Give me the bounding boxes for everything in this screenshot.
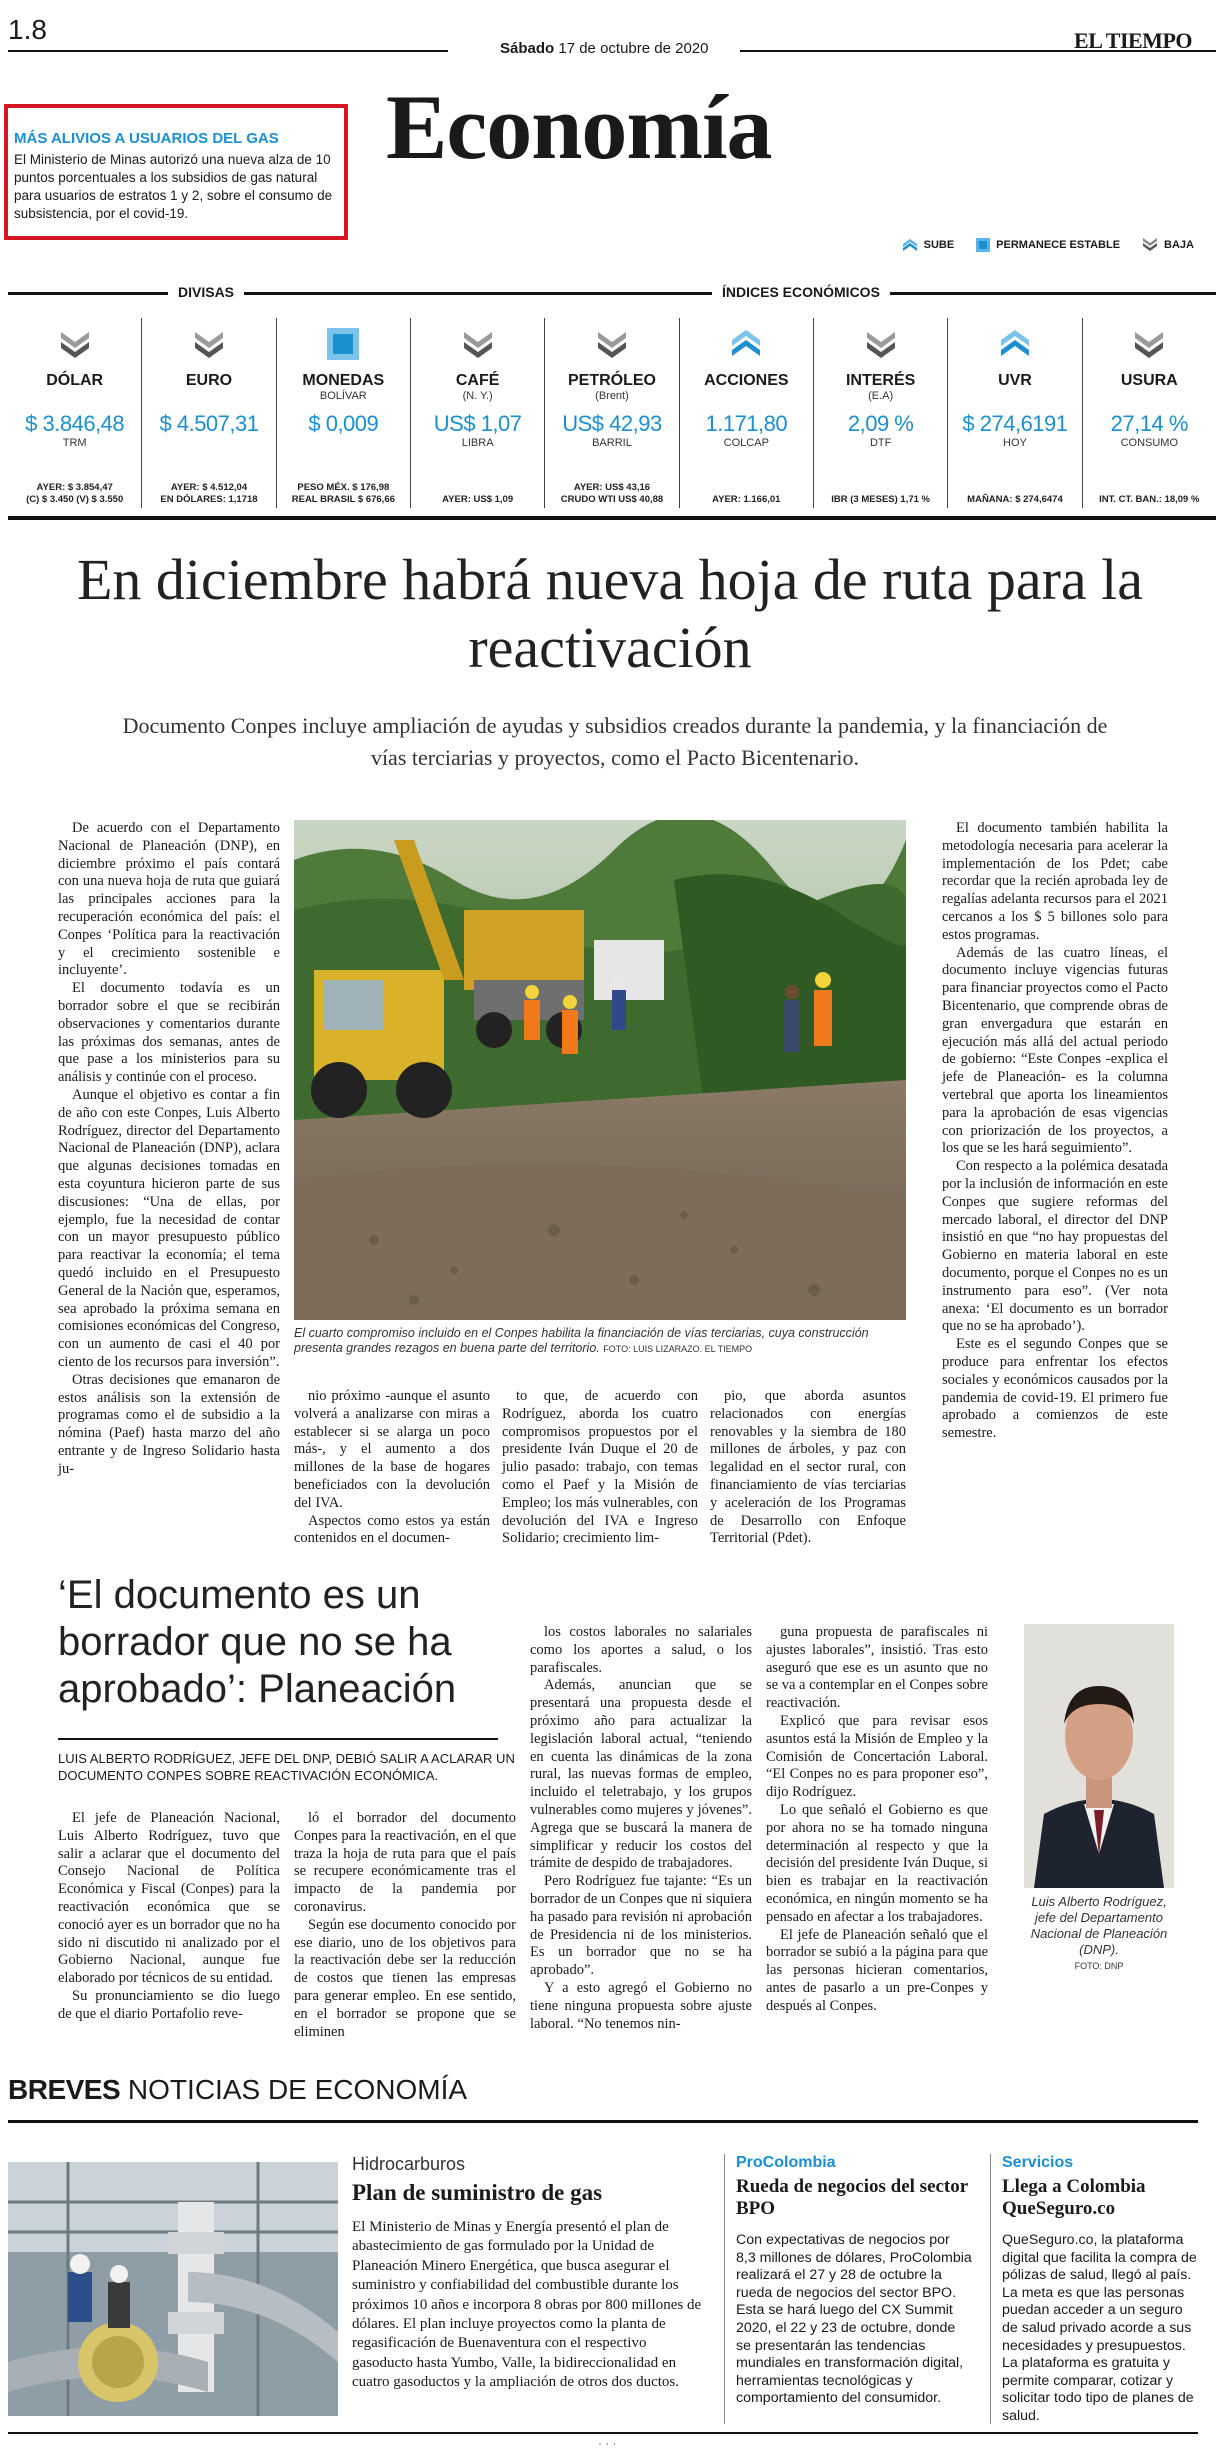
paragraph: El jefe de Planeación señaló que el borrador se subió a la página para que las personas hicieran comentarios, antes de pasarlo a un pre-Conpes y después al Conpes. bbox=[766, 1926, 988, 2014]
brief-queseguro-title: Llega a Colombia QueSeguro.co bbox=[1002, 2176, 1146, 2219]
brief-bpo-body: Con expectativas de negocios por 8,3 millones de dólares, ProColombia realizará el 27 y 28 de octubre la rueda de negocios del sector BPO. Esta se hará luego del CX Summit 2020, el 22 y 23 de octubre, donde se presentarán las tendencias mundiales en transformación digital, herramientas tecnológicas y comportamiento del consumidor. bbox=[736, 2232, 972, 2407]
portrait-credit: FOTO: DNP bbox=[1074, 1961, 1124, 1971]
indicator-value: 27,14 % bbox=[1110, 411, 1188, 436]
indicator-footnote: PESO MÉX. $ 176,98 REAL BRASIL $ 676,66 bbox=[291, 482, 395, 505]
paragraph: De acuerdo con el Departamento Nacional de Planeación (DNP), en diciembre próximo el país contará con una nueva hoja de ruta que guiará las principales acciones para la recuperación económica del país: el Conpes ‘Política para la reactivación y el crecimiento sostenible e incluyente’. bbox=[58, 820, 280, 979]
legend-up: SUBE bbox=[902, 238, 955, 252]
indicator-footnote: AYER: $ 3.854,47 (C) $ 3.450 (V) $ 3.550 bbox=[26, 482, 124, 505]
paragraph: Este es el segundo Conpes que se produce para enfrentar los efectos sociales y económicos causados por la pandemia de covid-19. El primero fue aprobado a comienzos de este semestre. bbox=[942, 1336, 1168, 1442]
paragraph: to que, de acuerdo con Rodríguez, aborda los cuatro compromisos propuestos por el presidente Iván Duque el 20 de julio pasado: trabajo, con temas como el Paef y la Misión de Empleo; los más vulnerables, con devolución del IVA e Ingreso Solidario; crecimiento lim- bbox=[502, 1388, 698, 1547]
brief-bpo-title: Rueda de negocios del sector BPO bbox=[736, 2176, 968, 2219]
header-rule-left bbox=[8, 50, 448, 52]
indicator-footnote: AYER: 1.166,01 bbox=[712, 494, 781, 505]
down-arrow-icon bbox=[8, 324, 141, 364]
trend-legend bbox=[902, 238, 1194, 252]
up-arrow-icon bbox=[948, 324, 1081, 364]
main-column-5 bbox=[942, 820, 1168, 1443]
paragraph: El documento todavía es un borrador sobre el que se recibirán observaciones y comentarios durante las próximas dos semanas, antes de que pase a los ministerios para su análisis y continúe con el proceso. bbox=[58, 980, 280, 1086]
indicator-footnote: INT. CT. BAN.: 18,09 % bbox=[1099, 494, 1200, 505]
main-deck: Documento Conpes incluye ampliación de ayudas y subsidios creados durante la pandemia, y la financiación de vías terciarias y proyectos, como el Pacto Bicentenario. bbox=[122, 713, 1108, 770]
photo-caption: El cuarto compromiso incluido en el Conpes habilita la financiación de vías terciarias, cuya construcción presenta grandes rezagos en buena parte del territorio. FOTO: LUIS LIZARAZO. EL TIEMPO bbox=[294, 1326, 869, 1355]
indicator-sub bbox=[1083, 390, 1216, 403]
brief-gas-body: El Ministerio de Minas y Energía presentó el plan de abastecimiento de gas formulado por la Unidad de Planeación Minero Energética, que busca asegurar el suministro y confiabilidad del combustible durante los próximos 10 años e incorpora 8 obras por 800 millones de dólares. El plan incluye proyectos como la planta de regasificación de Buenaventura con el respectivo gasoducto hasta Yumbo, Valle, la bidireccionalidad en cuatro gasoductos y la ampliación de otros dos ductos. bbox=[352, 2219, 702, 2391]
paragraph: guna propuesta de parafiscales ni ajustes laborales”, insistió. Tras esto aseguró que ese es un asunto que no se va a contemplar en el Conpes sobre reactivación. bbox=[766, 1624, 988, 1712]
paragraph: El documento también habilita la metodología necesaria para acelerar la implementación de los Pdet; cabe recordar que la recién aprobada ley de regalías adelanta recursos para el 2021 cercanos a los $ 5 billones solo para estos programas. bbox=[942, 820, 1168, 943]
paragraph: Su pronunciamiento se dio luego de que el diario Portafolio reve- bbox=[58, 1987, 280, 2022]
portrait-photo bbox=[1024, 1624, 1174, 1888]
second-column-3 bbox=[530, 1624, 752, 2033]
indicators-bottom-rule bbox=[8, 516, 1216, 520]
indicator-unit: HOY bbox=[1003, 437, 1027, 449]
breves-title: BREVES NOTICIAS DE ECONOMÍA bbox=[8, 2074, 468, 2105]
indicator-value: US$ 1,07 bbox=[433, 411, 522, 436]
indicator-sub bbox=[948, 390, 1081, 403]
main-headline: En diciembre habrá nueva hoja de ruta para la reactivación bbox=[76, 547, 1144, 680]
indicator-unit: DTF bbox=[869, 437, 892, 449]
indicator-8 bbox=[1083, 318, 1216, 508]
teaser-box bbox=[4, 104, 348, 240]
indicator-value: 1.171,80 bbox=[705, 411, 788, 436]
gas-plant-image bbox=[8, 2162, 338, 2416]
publication-date: Sábado 17 de octubre de 2020 bbox=[500, 40, 709, 57]
indicator-7 bbox=[948, 318, 1082, 508]
indicator-value: $ 0,009 bbox=[308, 411, 379, 436]
down-arrow-icon bbox=[814, 324, 947, 364]
down-arrow-icon bbox=[545, 324, 678, 364]
breves-divider-2 bbox=[990, 2154, 991, 2424]
brief-gas bbox=[352, 2154, 702, 2393]
main-column-4 bbox=[710, 1388, 906, 1548]
up-arrow-icon bbox=[902, 238, 918, 252]
legend-stable: PERMANECE ESTABLE bbox=[976, 238, 1120, 252]
teaser-title: MÁS ALIVIOS A USUARIOS DEL GAS bbox=[14, 130, 279, 147]
brief-gas-kicker: Hidrocarburos bbox=[352, 2154, 466, 2174]
paragraph: ló el borrador del documento Conpes para la reactivación, en el que traza la hoja de ruta para que el país se recupere económicamente tras el impacto de la pandemia por coronavirus. bbox=[294, 1810, 516, 1915]
indicators-strip bbox=[8, 318, 1216, 508]
indicator-name: MONEDAS bbox=[302, 372, 385, 389]
road-construction-image bbox=[294, 820, 906, 1320]
indicator-sub: BOLÍVAR bbox=[319, 390, 367, 402]
indicator-sub: (N. Y.) bbox=[462, 390, 493, 402]
indicator-sub bbox=[142, 390, 275, 403]
brief-queseguro-kicker: Servicios bbox=[1002, 2154, 1074, 2171]
stable-square-icon bbox=[277, 324, 410, 364]
paragraph: Explicó que para revisar esos asuntos está la Misión de Empleo y la Comisión de Concertación Laboral. “El Conpes no es para proponer eso”, dijo Rodríguez. bbox=[766, 1712, 988, 1801]
paragraph: Lo que señaló el Gobierno es que por ahora no se ha tomado ninguna determinación al respecto y que la decisión del presidente Iván Duque, si bien es trabajar en la reactivación económica, en ningún momento se ha pensado en afectar a los trabajadores. bbox=[766, 1801, 988, 1925]
second-lead: LUIS ALBERTO RODRÍGUEZ, JEFE DEL DNP, DEBIÓ SALIR A ACLARAR UN DOCUMENTO CONPES SOBRE REACTIVACIÓN ECONÓMICA. bbox=[58, 1751, 515, 1783]
second-column-2 bbox=[294, 1810, 516, 2041]
second-headline: ‘El documento es un borrador que no se ha aprobado’: Planeación bbox=[58, 1573, 457, 1711]
indicator-sub: (E.A) bbox=[868, 390, 894, 402]
main-column-3 bbox=[502, 1388, 698, 1548]
paragraph: Además de las cuatro líneas, el documento incluye vigencias futuras para financiar proyectos como el Pacto Bicentenario, que comprende obras de gran envergadura que estarán en ejecución más allá del actual periodo de gobierno: “Este Conpes -explica el jefe de Planeación- es la columna vertebral que aporta los lineamientos para la aprobación de esas vigencias con priorización de los proyectos, a los que se les hará seguimiento”. bbox=[942, 944, 1168, 1157]
indicator-name: ACCIONES bbox=[704, 372, 789, 389]
indicator-value: $ 274,6191 bbox=[962, 411, 1068, 436]
paragraph: Pero Rodríguez fue tajante: “Es un borrador de un Conpes que ni siquiera ha pasado para revisión ni aprobación de Presidencia ni de los ministerios. Es un borrador que no se ha aprobado”. bbox=[530, 1873, 752, 1979]
indicator-value: $ 4.507,31 bbox=[159, 411, 259, 436]
paragraph: pio, que aborda asuntos relacionados con energías renovables y la siembra de 180 millones de árboles, y paz con legalidad en el sector rural, con financiamiento de vías terciarias y aceleración de los Programas de Desarrollo con Enfoque Territorial (Pdet). bbox=[710, 1388, 906, 1547]
second-column-4 bbox=[766, 1624, 988, 2016]
paragraph: Aunque el objetivo es contar a fin de año con este Conpes, Luis Alberto Rodríguez, director del Departamento Nacional de Planeación (DNP), aclara que algunas decisiones tomadas en esta coyuntura hicieron parte de sus discusiones: “Una de ellas, por ejemplo, fue la necesidad de contar con un mayor presupuesto público para reactivar la economía; el tema quedó incluido en el Presupuesto General de la Nación que, esperamos, sea aprobado la próxima semana en comisiones económicas del Congreso, con un aumento de casi el 40 por ciento de los recursos para inversión”. bbox=[58, 1086, 280, 1370]
page-number: 1.8 bbox=[8, 14, 47, 45]
indicator-unit: COLCAP bbox=[723, 437, 769, 449]
portrait-caption: Luis Alberto Rodríguez, jefe del Departamento Nacional de Planeación (DNP). FOTO: DNP bbox=[1024, 1894, 1174, 1974]
indicator-footnote: AYER: US$ 43,16 CRUDO WTI US$ 40,88 bbox=[560, 482, 664, 505]
main-column-2 bbox=[294, 1388, 490, 1548]
indicator-name: INTERÉS bbox=[845, 372, 916, 389]
up-arrow-icon bbox=[680, 324, 813, 364]
indicator-name: PETRÓLEO bbox=[567, 372, 656, 389]
breves-rule bbox=[8, 2120, 1198, 2123]
roadwork-photo bbox=[294, 820, 906, 1320]
brief-bpo bbox=[736, 2154, 972, 2408]
indicator-unit: TRM bbox=[62, 437, 87, 449]
indicator-footnote: AYER: $ 4.512,04 EN DÓLARES: 1,1718 bbox=[160, 482, 258, 505]
paragraph: los costos laborales no salariales como los aportes a salud, o los parafiscales. bbox=[530, 1624, 752, 1676]
down-arrow-icon bbox=[1083, 324, 1216, 364]
second-column-1 bbox=[58, 1810, 280, 2024]
indicator-0 bbox=[8, 318, 142, 508]
teaser-body: El Ministerio de Minas autorizó una nueva alza de 10 puntos porcentuales a los subsidios de gas natural para usuarios de estratos 1 y 2, sobre el consumo de subsistencia, por el covid-19. bbox=[14, 152, 333, 221]
brief-queseguro-body: QueSeguro.co, la plataforma digital que facilita la compra de pólizas de salud, llegó al país. La meta es que las personas puedan acceder a un seguro de salud privado acorde a sus necesidades y presupuestos. La plataforma es gratuita y permite comparar, cotizar y solicitar todo tipo de planes de salud. bbox=[1002, 2232, 1197, 2424]
paragraph: Según ese documento conocido por ese diario, uno de los objetivos para la reactivación debe ser la reducción de costos que tienen las empresas para generar empleo. En ese sentido, en el borrador se propone que se eliminen bbox=[294, 1916, 516, 2040]
indicator-name: CAFÉ bbox=[455, 372, 500, 389]
paragraph: Con respecto a la polémica desatada por la inclusión de información en este Conpes que sugiere reformas del mercado laboral, el director del DNP insistió en que “no hay propuestas del Gobierno en materia laboral en este documento, porque el Conpes no es un instrumento para eso”. (Ver nota anexa: ‘El documento es un borrador que no se ha aprobado’). bbox=[942, 1158, 1168, 1335]
paragraph: nio próximo -aunque el asunto volverá a analizarse con miras a establecer si se alarga un poco más-, y el aumento a dos millones de la base de hogares beneficiados con la devolución del IVA. bbox=[294, 1388, 490, 1511]
indicator-footnote: IBR (3 MESES) 1,71 % bbox=[831, 494, 930, 505]
indicator-name: EURO bbox=[185, 372, 233, 389]
indicator-footnote: MAÑANA: $ 274,6474 bbox=[967, 494, 1063, 505]
indicator-5 bbox=[680, 318, 814, 508]
indicator-sub: (Brent) bbox=[595, 390, 629, 402]
gas-plant-photo bbox=[8, 2162, 338, 2416]
group-label-divisas: DIVISAS bbox=[168, 284, 244, 300]
indicator-6 bbox=[814, 318, 948, 508]
indicator-name: USURA bbox=[1120, 372, 1178, 389]
brief-gas-title: Plan de suministro de gas bbox=[352, 2180, 603, 2205]
paragraph: Otras decisiones que emanaron de estos análisis son la extensión de programas como el de subsidio a la nómina (Paef) hasta marzo del año entrante y de Ingreso Solidario hasta ju- bbox=[58, 1371, 280, 1477]
indicator-1 bbox=[142, 318, 276, 508]
indicator-name: UVR bbox=[998, 372, 1032, 389]
indicator-name: DÓLAR bbox=[46, 372, 104, 389]
down-arrow-icon bbox=[142, 324, 275, 364]
down-arrow-icon bbox=[1142, 238, 1158, 252]
down-arrow-icon bbox=[411, 324, 544, 364]
indicator-4 bbox=[545, 318, 679, 508]
group-label-indices: ÍNDICES ECONÓMICOS bbox=[712, 284, 890, 300]
indicator-unit: LIBRA bbox=[461, 437, 494, 449]
breves-divider-1 bbox=[724, 2154, 725, 2424]
stable-square-icon bbox=[976, 238, 990, 252]
indicator-value: US$ 42,93 bbox=[562, 411, 662, 436]
indicator-value: 2,09 % bbox=[847, 411, 914, 436]
section-title: Economía bbox=[386, 76, 772, 178]
indicator-footnote: AYER: US$ 1,09 bbox=[442, 494, 514, 505]
indicator-2 bbox=[277, 318, 411, 508]
portrait-image bbox=[1024, 1624, 1174, 1888]
indicator-unit: CONSUMO bbox=[1120, 437, 1179, 449]
page-bottom-rule bbox=[8, 2432, 1198, 2434]
paragraph: El jefe de Planeación Nacional, Luis Alberto Rodríguez, tuvo que salir a aclarar que el documento del Consejo Nacional de Política Económica y Fiscal (Conpes) para la reactivación económica que se conoció ayer es un borrador que no ha sido ni discutido ni analizado por el Gobierno Nacional, aunque fue elaborado por técnicos de su entidad. bbox=[58, 1810, 280, 1987]
page-mark: · · · bbox=[598, 2436, 617, 2450]
brief-bpo-kicker: ProColombia bbox=[736, 2154, 836, 2171]
indicator-unit: BARRIL bbox=[592, 437, 632, 449]
photo-credit: FOTO: LUIS LIZARAZO. EL TIEMPO bbox=[603, 1344, 753, 1354]
indicator-3 bbox=[411, 318, 545, 508]
indicator-sub bbox=[8, 390, 141, 403]
second-headline-rule bbox=[58, 1738, 498, 1740]
legend-down: BAJA bbox=[1142, 238, 1194, 252]
main-column-1 bbox=[58, 820, 280, 1478]
newspaper-logo: EL TIEMPO bbox=[1074, 28, 1192, 53]
paragraph: Y a esto agregó el Gobierno no tiene ninguna propuesta sobre ajuste laboral. “No tenemos nin- bbox=[530, 1979, 752, 2032]
paragraph: Además, anuncian que se presentará una propuesta desde el próximo año para actualizar la legislación laboral actual, “teniendo en cuenta las dinámicas de la zona rural, las nuevas formas de empleo, incluido el teletrabajo, y los grupos vulnerables como mujeres y jóvenes”. Agrega que se buscará la manera de simplificar y reducir los costos del trámite de despido de trabajadores. bbox=[530, 1677, 752, 1872]
paragraph: Aspectos como estos ya están contenidos en el documen- bbox=[294, 1512, 490, 1547]
indicator-sub bbox=[680, 390, 813, 403]
indicator-value: $ 3.846,48 bbox=[25, 411, 125, 436]
brief-queseguro bbox=[1002, 2154, 1198, 2426]
